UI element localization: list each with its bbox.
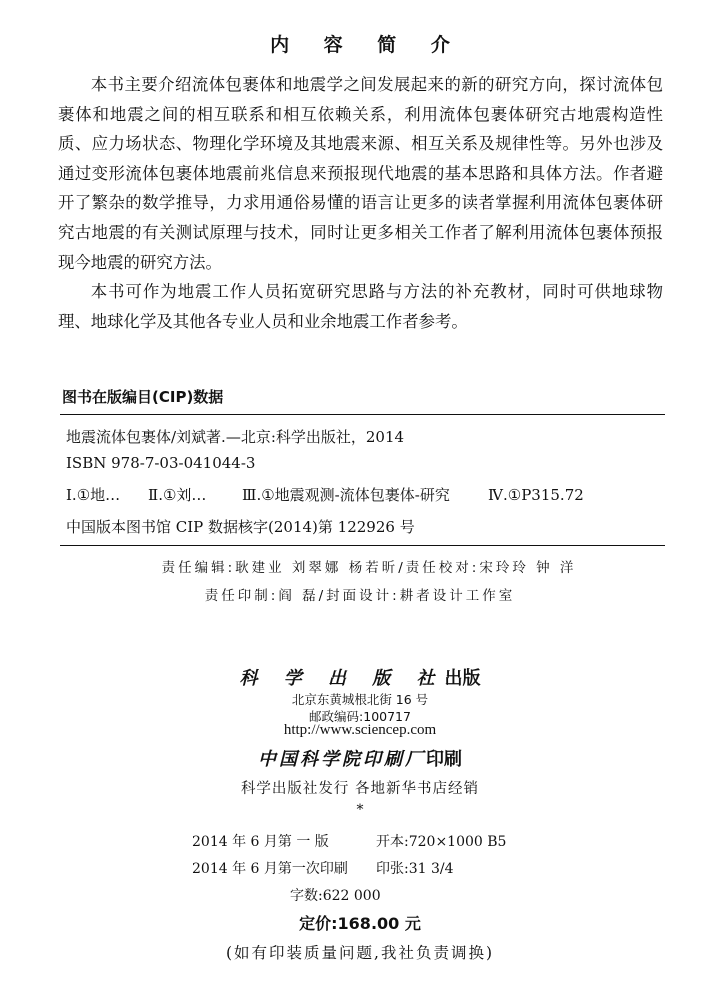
publisher-suffix: 出版 bbox=[444, 668, 481, 689]
intro-text bbox=[58, 70, 663, 336]
cip-heading: 图书在版编目(CIP)数据 bbox=[62, 388, 224, 406]
separator-star: * bbox=[356, 802, 364, 818]
distribution-line: 科学出版社发行 各地新华书店经销 bbox=[240, 781, 480, 797]
cip-title-line: 地震流体包裹体/刘斌著.—北京:科学出版社，2014 bbox=[66, 428, 405, 446]
publisher-name: 科 学 出 版 社 bbox=[239, 668, 445, 689]
editors-line-1: 责任编辑:耿建业 刘翠娜 杨若昕/责任校对:宋玲玲 钟 洋 bbox=[161, 560, 577, 576]
editors-line-2: 责任印制:阎 磊/封面设计:耕者设计工作室 bbox=[204, 588, 516, 604]
publisher-line bbox=[0, 664, 720, 690]
publisher-zip: 邮政编码:100717 bbox=[309, 709, 411, 724]
cip-class-3: Ⅲ.①地震观测-流体包裹体-研究 bbox=[242, 486, 450, 504]
cip-top-divider bbox=[60, 414, 665, 415]
cip-record-line: 中国版本图书馆 CIP 数据核字(2014)第 122926 号 bbox=[66, 518, 415, 536]
page-title: 内 容 简 介 bbox=[270, 34, 464, 56]
cip-class-1: Ⅰ.①地… bbox=[66, 486, 121, 504]
price: 定价:168.00 元 bbox=[299, 914, 421, 933]
cip-class-4: Ⅳ.①P315.72 bbox=[488, 486, 584, 504]
intro-paragraph-1: 本书主要介绍流体包裹体和地震学之间发展起来的新的研究方向，探讨流体包裹体和地震之间的相互联系和相互依赖关系，利用流体包裹体研究古地震构造性质、应力场状态、物理化学环境及其地震来源、相互关系及规律性等。另外也涉及通过变形流体包裹体地震前兆信息来预报现代地震的基本思路和具体方法。作者避开了繁杂的数学推导，力求用通俗易懂的语言让更多的读者掌握利用流体包裹体研究古地震的有关测试原理与技术，同时让更多相关工作者了解利用流体包裹体预报现今地震的研究方法。 bbox=[58, 75, 663, 272]
publisher-url: http://www.sciencep.com bbox=[283, 722, 437, 738]
cip-isbn-line: ISBN 978-7-03-041044-3 bbox=[66, 454, 256, 472]
quality-notice: (如有印装质量问题,我社负责调换) bbox=[225, 944, 495, 962]
printer-name: 中国科学院印刷厂 bbox=[258, 749, 426, 770]
cip-classification-line bbox=[66, 484, 584, 505]
printer-suffix: 印刷 bbox=[426, 749, 462, 770]
sheets-info: 印张:31 3/4 bbox=[376, 861, 454, 877]
intro-paragraph-2: 本书可作为地震工作人员拓宽研究思路与方法的补充教材，同时可供地球物理、地球化学及其他各专业人员和业余地震工作者参考。 bbox=[58, 282, 663, 331]
cip-class-2: Ⅱ.①刘… bbox=[148, 486, 207, 504]
word-count-info: 字数:622 000 bbox=[290, 888, 381, 904]
printing-info: 2014 年 6 月第一次印刷 bbox=[192, 861, 348, 877]
publisher-address: 北京东黄城根北街 16 号 bbox=[291, 692, 429, 707]
cip-bottom-divider bbox=[60, 545, 665, 546]
edition-info: 2014 年 6 月第 一 版 bbox=[192, 834, 329, 850]
printer-line bbox=[0, 745, 720, 771]
format-info: 开本:720×1000 B5 bbox=[376, 834, 507, 850]
